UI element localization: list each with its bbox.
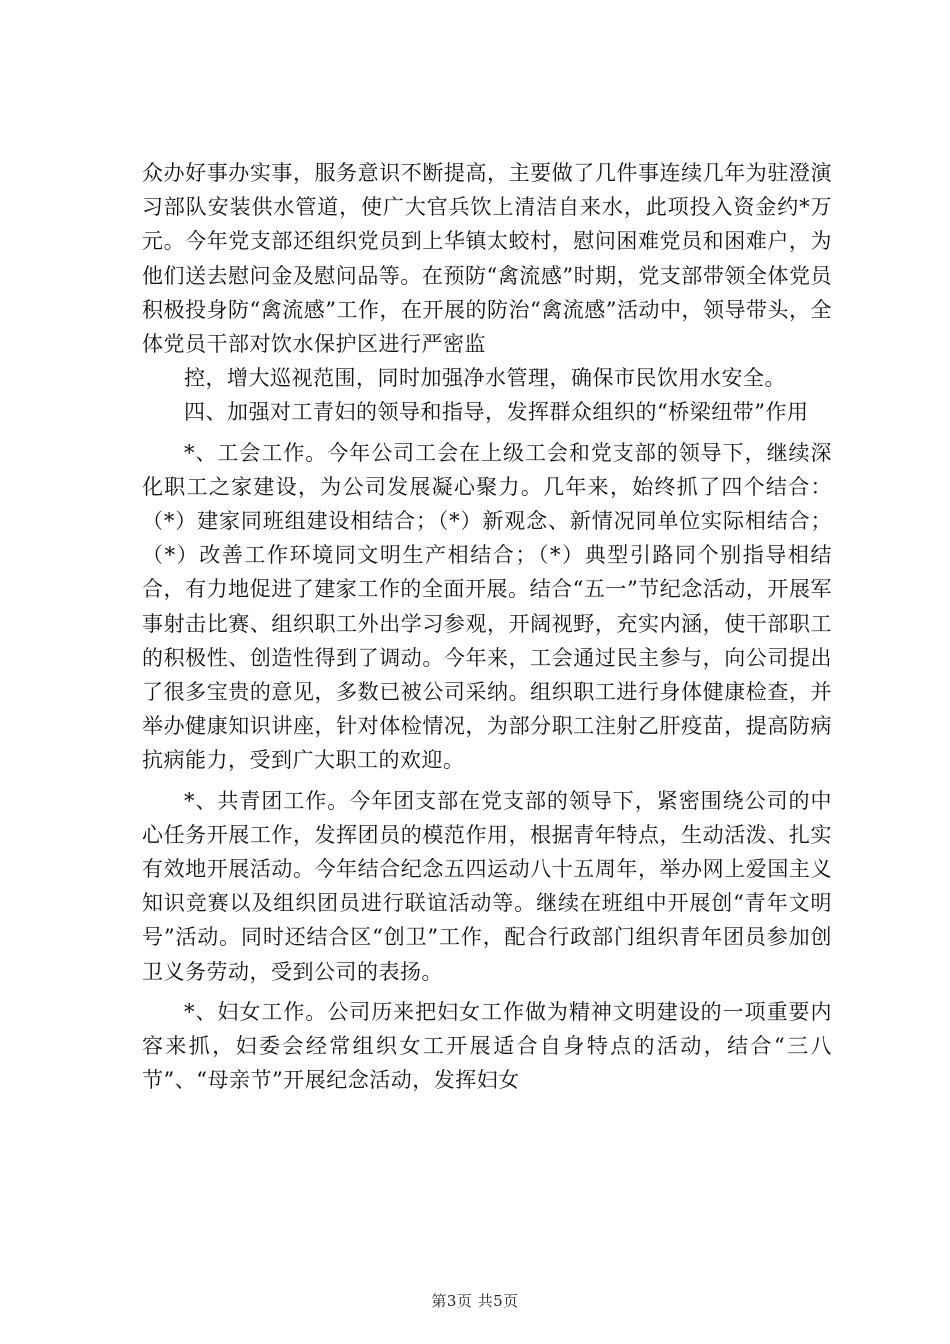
paragraph-union-work: *、工会工作。今年公司工会在上级工会和党支部的领导下，继续深化职工之家建设，为公司发展凝心聚力。几年来，始终抓了四个结合：（*）建家同班组建设相结合；（*）新观念、新情况同单位实际相结合；（*）改善工作环境同文明生产相结合；（*）典型引路同个别指导相结合，有力地促进了建家工作的全面开展。结合“五一”节纪念活动，开展军事射击比赛、组织职工外出学习参观，开阔视野，充实内涵，使干部职工的积极性、创造性得到了调动。今年来，工会通过民主参与，向公司提出了很多宝贵的意见，多数已被公司采纳。组织职工进行身体健康检查，并举办健康知识讲座，针对体检情况，为部分职工注射乙肝疫苗，提高防病抗病能力，受到广大职工的欢迎。 — [142, 440, 832, 773]
paragraph-1: 众办好事办实事，服务意识不断提高，主要做了几件事连续几年为驻澄演习部队安装供水管道，使广大官兵饮上清洁自来水，此项投入资金约*万元。今年党支部还组织党员到上华镇太蛟村，慰问困难党员和困难户，为他们送去慰问金及慰问品等。在预防“禽流感”时期，党支部带领全体党员积极投身防“禽流感”工作，在开展的防治“禽流感”活动中，领导带头，全体党员干部对饮水保护区进行严密监 — [142, 161, 832, 357]
paragraph-youth-league-work: *、共青团工作。今年团支部在党支部的领导下，紧密围绕公司的中心任务开展工作，发挥团员的模范作用，根据青年特点，生动活泼、扎实有效地开展活动。今年结合纪念五四运动八十五周年，举办网上爱国主义知识竞赛以及组织团员进行联谊活动等。继续在班组中开展创“青年文明号”活动。同时还结合区“创卫”工作，配合行政部门组织青年团员参加创卫义务劳动，受到公司的表扬。 — [142, 788, 832, 984]
section-heading-4: 四、加强对工青妇的领导和指导，发挥群众组织的“桥梁纽带”作用 — [184, 400, 809, 425]
paragraph-2: 控，增大巡视范围，同时加强净水管理，确保市民饮用水安全。 — [184, 366, 786, 391]
document-body — [142, 156, 832, 1097]
page-footer: 第3页 共5页 — [431, 1292, 519, 1310]
paragraph-women-work: *、妇女工作。公司历来把妇女工作做为精神文明建设的一项重要内容来抓，妇委会经常组织女工开展适合自身特点的活动，结合“三八节”、“母亲节”开展纪念活动，发挥妇女 — [142, 999, 832, 1093]
